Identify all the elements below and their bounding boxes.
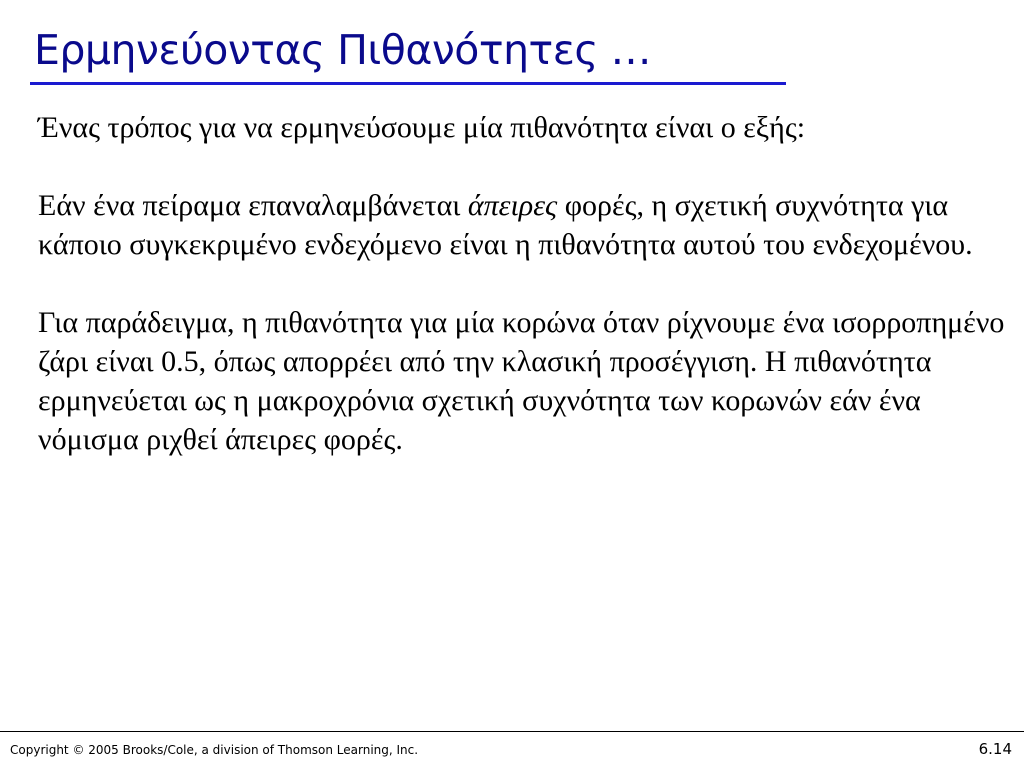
definition-emphasis: άπειρες	[467, 189, 558, 222]
definition-text-before: Εάν ένα πείραμα επαναλαμβάνεται	[38, 189, 468, 222]
definition-paragraph	[38, 186, 1010, 264]
definition-text-after: φορές, η σχετική συχνότητα για κάποιο συγκεκριμένο ενδεχόμενο είναι η πιθανότητα αυτού του ενδεχομένου.	[38, 189, 973, 261]
footer-copyright: Copyright © 2005 Brooks/Cole, a division of Thomson Learning, Inc.	[10, 743, 419, 757]
footer-divider	[0, 731, 1024, 732]
slide-body	[38, 108, 1010, 459]
slide-title: Ερμηνεύοντας Πιθανότητες …	[34, 26, 651, 74]
intro-paragraph: Ένας τρόπος για να ερμηνεύσουμε μία πιθανότητα είναι ο εξής:	[38, 111, 806, 144]
example-paragraph: Για παράδειγμα, η πιθανότητα για μία κορώνα όταν ρίχνουμε ένα ισορροπημένο ζάρι είναι 0.5, όπως απορρέει από την κλασική προσέγγιση. Η πιθανότητα ερμηνεύεται ως η μακροχρόνια σχετική συχνότητα των κορωνών εάν ένα νόμισμα ριχθεί άπειρες φορές.	[38, 306, 1005, 456]
slide-page-number: 6.14	[978, 740, 1012, 758]
title-underline	[30, 82, 786, 85]
